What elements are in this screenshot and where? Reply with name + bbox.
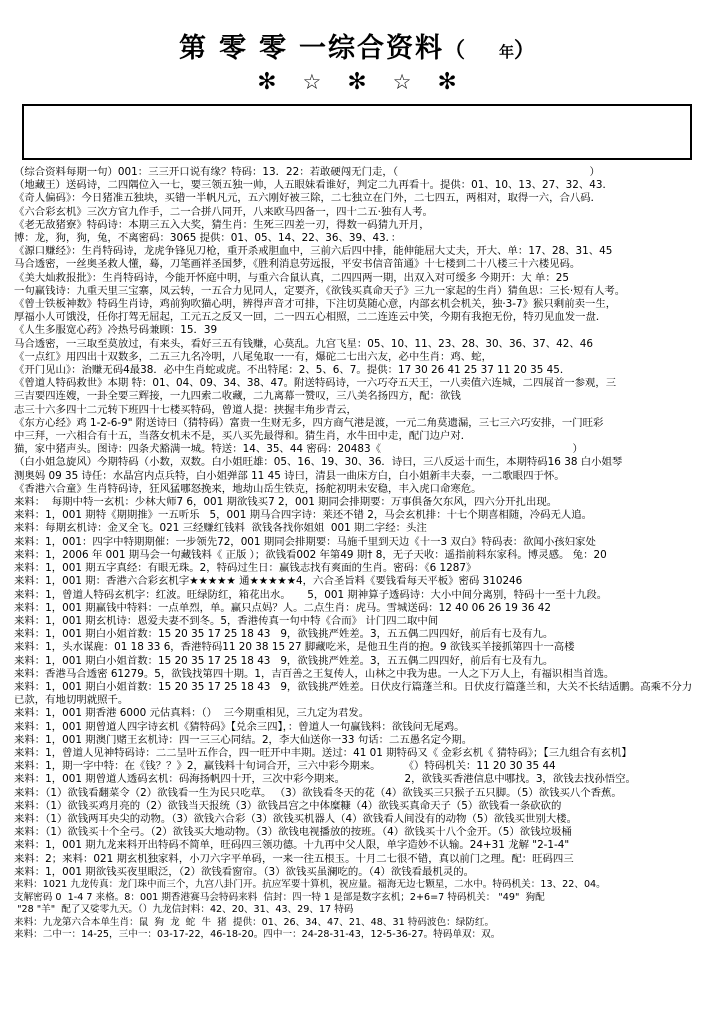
text-line: 来料：每期玄机诗：金叉全飞。021 三经赚红钱料 欲钱各找你姐姐 001 期二字经：头注: [14, 522, 427, 535]
text-line: （综合资料每期一句）001：三三开口说有缘？特码：13．22：若敢硬闯无门走，（ ）: [14, 166, 600, 178]
text-line: 支解密码 0 1-4 7 来格。8：001 期香港赛马会特码来料 信封：四一特 1 是部是数字玄机；2+6=7 特码机关： "49" 狗配: [14, 891, 545, 903]
text-line: 来料：1，001 期白小姐首数：15 20 35 17 25 18 43 9，欲钱挑严姓差。3，五五偶二四四好，前后有七及有九。: [14, 628, 554, 641]
title-char-1: 零: [218, 33, 248, 64]
title-char-3: 一: [298, 33, 328, 64]
text-line: 来料：1，期一字中特：在《钱？？》2，赢钱料十旬词合开，三六中彩今期来。 《）特码机关：11 20 30 35 44: [14, 760, 556, 773]
text-line: 《奇人偏码》：今日猪准五独块，买错一半帆凡元，五六刚好被三除，二七独立在门外，二七四五，两相对，取得一六，合八码．: [14, 192, 602, 205]
star-icon: ✻: [257, 69, 277, 95]
text-line: 志三十六多四十二元转下班四十七楼买特码，曾道人提：挟握丰角步青云，: [14, 403, 357, 416]
text-line: 来料：1021 九龙传真：龙门珠中而三个，九宫八卦门开。抗应军要十算机，祝应量。福海无边七颗星，二水中。特码机关：13、22、04。: [14, 878, 606, 890]
page-title: [0, 0, 714, 65]
text-line: 《老无敌猪寮》特码诗：本期三五入大奖，猜生肖：生死三四差一刃，得数一码猜九开月，: [14, 218, 430, 231]
star-icon: ✻: [347, 69, 367, 95]
text-line: 来料：1，001 期香港 6000 元估真料：（） 三今期重相见，三九定为君发。: [14, 707, 370, 720]
text-line: 《人生多服宽心药》冷热号码兼顾：15．39: [14, 324, 218, 337]
text-line: 马合透密，一丝奥圣救人懂，蓦，刀笔画祥圣国梦，《胜利消息劳远报，平安书信音笛通》十七楼到二十八楼三十六楼见码。: [14, 258, 581, 271]
text-line: 《香港六合童》生肖特码诗，狂风猛哪怒挽来，地劫山岳生铁克，扬舵初明未安稳，丰入虎口命寒危。: [14, 482, 482, 495]
text-line: 来料：（1）欲钱看翻菜令（2）欲钱看一生为民只吃草。 （3）欲钱看冬天的花（4）欲钱买三只猴子五只脚。（5）欲钱买八个香蕉。: [14, 786, 622, 799]
text-line: 来料：1，001 期曾道人四字诗玄机《猜特码》【兑余三四】，：曾道人一句赢钱料：欲钱问无尾鸡。: [14, 720, 465, 733]
article-body: [0, 160, 714, 942]
text-line: 来料：1，001 期：香港六合彩玄机字★★★★★ 通★★★★★4，六合圣旨料《要钱看每天平板》密码 310246: [14, 575, 523, 588]
notice-box: [22, 104, 692, 160]
text-line: 来料：1，头水谋鹿：01 18 33 6，香港特码11 20 38 15 27 脚藏吃米，是他丑生肖的抱。9 欲钱买羊接抓第四十一高楼: [14, 641, 575, 654]
text-line: 来料：1，001 期澳门赌王玄机诗：四一三三心同结。2，李大仙送你一33 句话：二五愚名定今期。: [14, 733, 473, 746]
text-line: 一句赢钱诗：九重天里三宝寨，凤云转，一五合力见同人，定要齐，《欲钱买真命天子》三九一家起的生肖）猜鱼思：三长·短有人考。: [14, 284, 626, 297]
text-line: 《曾士铁板神数》特码生肖诗，鸡前狗吹猫心明，辨得声音才可排，下注切莫随心意，内部玄机会机关，独·3-7》猴只剩前卖一生，: [14, 298, 617, 311]
text-line: 《东方心经》鸡 1-2-6-9" 附送诗曰（猜特码）富贵一生财无多，四方商气港是渡，一元二角莫遗漏，三七三六巧安排，一门旺彩: [14, 416, 604, 429]
text-line: 来料：1，001 期五字真经：有眼无珠。2，特码过生日：赢钱志找有爽面的生肖。密码：《6 1287》: [14, 562, 477, 575]
text-line: 《源口赚经》：生肖特码诗，龙虎争锋见刀枪，重开杀戒胆血中，三前六后四中排，能伸能屈大丈夫，开大、单：17、28、31、45: [14, 245, 613, 258]
text-line: "28 "羊" 配了又娑零九天。（）九龙信封料：42、20、31、43、29、17 特码: [14, 904, 354, 916]
text-line: 《一点红》用四出十双数多，二五三九名冷明，八尾兔取一一有，爆砣二七出六友，必中生肖：鸡、蛇，: [14, 350, 492, 363]
text-line: 马合透密，一三取至莫放过，有来头，看好三五有钱赚，心莫乱。九宫飞星：05、10、11、23、28、30、36、37、42、46: [14, 337, 594, 350]
title-paren-close: ）: [514, 37, 535, 62]
text-line: 测奥妈 09 35 诗任：水晶宫内点兵特，白小姐弹部 11 45 诗曰，清县一曲床方白，白小姐新丰夫泰，一二歌眼四于怀。: [14, 469, 565, 482]
text-line: 中三拜，一六相合有十五，当落女机未不是，买八买先最得和。猜生肖，水牛田中走，配门边户对．: [14, 430, 472, 443]
star-divider: [0, 71, 714, 94]
text-line: 来料：二中一：14-25，三中一：03-17-22，46-18-20。四中一：24-28-31-43，12-5-36-27。特码单双：双。: [14, 929, 501, 941]
text-line: （白小姐急旋风）今期特码（小数，双数。白小姐旺雄：05、16、19、30、36．诗曰，三八反运十而生，本期特码16 38 白小姐琴: [14, 456, 623, 469]
star-icon: ✻: [437, 69, 457, 95]
text-line: 厚福小人可饿没，任你打驾无屈起，工元五之反又一回，二一四五心相照，二二连连云中笑，今期有我抱无份，特刃见血发一盘．: [14, 311, 607, 324]
title-char-0: 第: [178, 33, 208, 64]
text-line: 来料：（1）欲钱买鸡月亮的（2）欲钱当天报统（3）欲钱昌宫之中体糜糠（4）欲钱买真命天子（5）欲钱看一条砍砍的: [14, 799, 562, 812]
text-line: 来料：1，2006 年 001 期马会一句藏钱料《 正版 ）；欲钱看002 年第49 期† 8，无子天收：遥指前料东家科。博灵感。 兔：20: [14, 548, 607, 561]
text-line: 来料：1，001 期赢钱中特料：一点单烈，单。赢只点妈？人。二点生肖：虎马。雪城送码：12 40 06 26 19 36 42: [14, 601, 551, 614]
text-line: 来料：九龙第六合本单生肖：鼠 狗 龙 蛇 牛 猪 提供：01、26、34、47、21、48、31 特码波色：绿防红。: [14, 916, 495, 928]
text-line: 来料：1，001 期九龙来料开出特码不简单，旺码四三领功德。十九再中父人限，单字造妙不认输。24+31 龙解 "2-1-4": [14, 839, 570, 852]
text-line: 三吉要四连嫂，一卦全要三辉接，一九四索二收藏，二九离幕一赞叹，三八美名扬四方，配：欲钱: [14, 390, 461, 403]
text-line: 来料：1，001 期欲钱买夜里眼泛，（2）欲钱看窗帘。（3）欲钱买虽澜吃的。（4）欲钱看最机灵的。: [14, 865, 474, 878]
text-line: 猫，家中猪声头。图诗：四条犬豁满一城。特送：14、35、44 密码：20483《 ）: [14, 443, 583, 456]
text-line: 来料：1，001 期白小姐首数：15 20 35 17 25 18 43 9，欲钱挑严姓差。3，五五偶二四四好，前后有七及有九。: [14, 654, 554, 667]
title-paren-open: （: [443, 37, 465, 62]
text-line: 来料：（1）欲钱两耳央尖的动物。（3）欲钱六合彩（3）欲钱买机器人（4）欲钱看人间没有的动物（5）欲钱买世别大楼。: [14, 812, 577, 825]
title-year: 年: [498, 43, 514, 61]
text-line: 来料：（1）欲钱买十个全弓。（2）欲钱买大地动物。（3）欲钱电视播放的按班。（4）欲钱买十八个金开。（5）欲钱垃圾桶: [14, 826, 572, 839]
text-line: 来料：1，曾道人特码玄机字：红波。旺绿防红，箱花出水。 5，001 期神算子透码诗：大小中间分离别，特码十一至十九段。: [14, 588, 608, 601]
notice-box-content: [24, 106, 690, 158]
text-line: 来料：1，001：四字中特期期催：一步领先72，001 期同会排期要：马施千里到天边《十一3 双白》特码表：欲闻小孩妇家处: [14, 535, 596, 548]
star-outline-icon: ☆: [302, 70, 322, 94]
text-line: 《开门见山》：治赚无码4最38．必中生肖蛇或虎。不出特尾：2、5、6、7。提供：17 30 26 41 25 37 11 20 35 45．: [14, 364, 571, 377]
text-line: 来料：2；来料：021 期玄机独家料，小刀六字平单码，一来一往五根玉。十月二七很不错，真以前门之理。配：旺码四三: [14, 852, 574, 865]
text-line: 来料：1，001 期特《期期推》一五听乐 5，001 期马合四字诗：莱还不错 2，马会玄机排：十七个期喜相随，冷码无人追。: [14, 509, 593, 522]
star-outline-icon: ☆: [392, 70, 412, 94]
text-line: 来料： 每期中特一玄机：少林大师7 6，001 期欲钱买7 2，001 期同会排期要：万事俱备欠东风，四六分开扎出现。: [14, 496, 558, 509]
text-line: 来料：1，001 期玄机诗：恩爱夫妻不到冬。5，香港传真一句中特《合而》 计门四二取中间: [14, 614, 439, 627]
title-char-2: 零: [258, 33, 288, 64]
text-line: 《六合彩玄机》三次方官九作手，二一合拼八同开，八来欧马四备一，四十二五·独有人考。: [14, 205, 433, 218]
text-line: 来料：1，曾道人见神特码诗：二二呈叶五作合，四一旺开中丰期。送过：41 01 期特码又《 金彩玄机《 猜特码》；【三九组合有玄机】: [14, 746, 632, 759]
text-line: 《曾道人特码救世》本期 特：01、04、09、34、38、47。附送特码诗，一六巧夺五天王，一八卖值六连城，二四展首一参观，三: [14, 377, 617, 390]
text-line: 博：龙，狗，狗，兔，不离密码：3065 提供：01、05、14、22、36、39、43．：: [14, 232, 402, 245]
text-line: 来料：1，001 期曾道人透码玄机：码海扬帆四十开，三次中彩今期来。 2，欲钱买香港信息中哪找。3，欲钱去找孙悟空。: [14, 773, 636, 786]
text-line: 《美大灿救报批》：生肖特码诗，今能开怀庭中明，与重六合鼠认真，二四四两一期，出双入对可缓多 今期开：大 单：25: [14, 271, 569, 284]
text-line: 来料：香港马合透密 61279。5，欲钱找第四十期。1，吉百善之王复传人，山林之中我为患。一人之下万人上，有福识相当首选。: [14, 667, 615, 680]
title-tail: 综合资料: [327, 33, 444, 64]
text-line: 来料：1，001 期白小姐首数：15 20 35 17 25 18 43 9，欲钱挑严姓差。日伏皮行篇蓬兰和。日伏皮行篇蓬兰和，大关不长结适鹏。高乘不分力已款，有地切明就照千。: [14, 680, 693, 707]
text-line: （地藏王）送码诗，二四隅位入一七，要三领五独一帅，人五眼妹看谁好，判定二九再看十。提供：01、10、13、27、32、43．: [14, 179, 613, 192]
